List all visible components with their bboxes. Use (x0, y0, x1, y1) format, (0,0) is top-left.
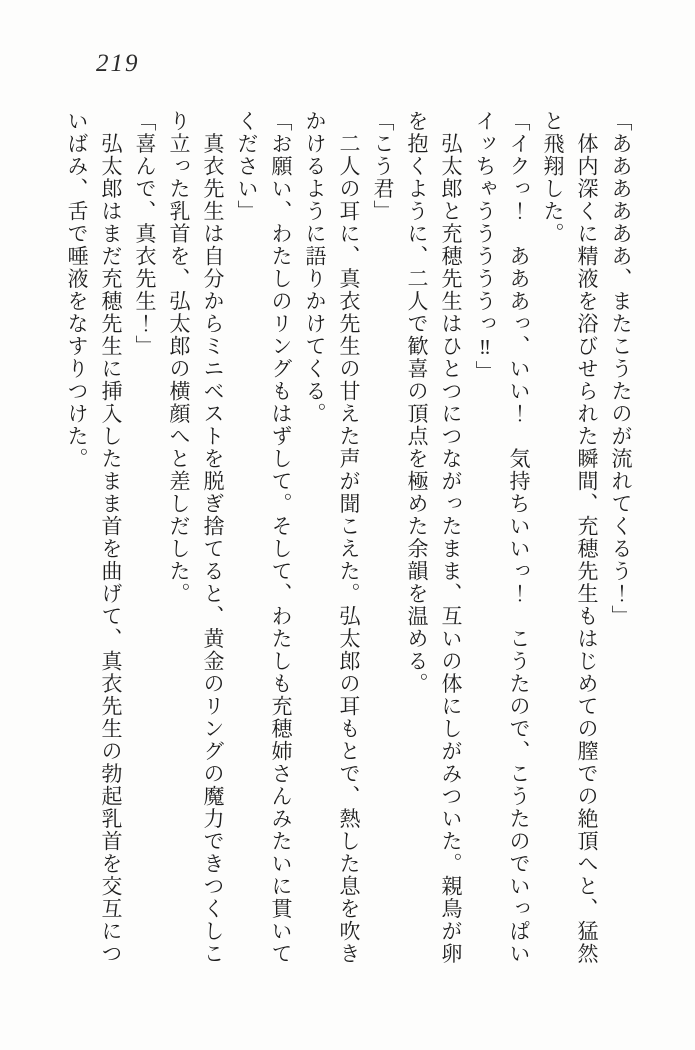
text-line: と飛翔した。 (541, 110, 565, 245)
text-line: 「ああああああ、またこうたのが流れてくるう！」 (609, 110, 633, 628)
text-line: 「イクっ！ あああっ、いい！ 気持ちいいっ！ こうたので、こうたのでいっぱい (507, 110, 531, 965)
text-line: いばみ、舌で唾液をなすりつけた。 (65, 110, 89, 470)
text-line: 体内深くに精液を浴びせられた瞬間、充穂先生もはじめての膣での絶頂へと、猛然 (575, 110, 599, 965)
text-line: イッちゃうううううっ‼」 (473, 110, 497, 383)
text-line: ください」 (235, 110, 259, 223)
text-line: 「お願い、わたしのリングもはずして。そして、わたしも充穂姉さんみたいに貫いて (269, 110, 293, 965)
text-line: 「こう君」 (371, 110, 395, 223)
text-line: 真衣先生は自分からミニベストを脱ぎ捨てると、黄金のリングの魔力できつくしこ (201, 110, 225, 965)
text-line: 二人の耳に、真衣先生の甘えた声が聞こえた。弘太郎の耳もとで、熱した息を吹き (337, 110, 361, 965)
text-line: かけるように語りかけてくる。 (303, 110, 327, 425)
text-line: を抱くように、二人で歓喜の頂点を極めた余韻を温める。 (405, 110, 429, 695)
text-block (60, 110, 638, 976)
text-line: 「喜んで、真衣先生！」 (133, 110, 157, 358)
text-line: 弘太郎はまだ充穂先生に挿入したまま首を曲げて、真衣先生の勃起乳首を交互につ (99, 110, 123, 965)
text-line: り立った乳首を、弘太郎の横顔へと差しだした。 (167, 110, 191, 605)
text-line: 弘太郎と充穂先生はひとつにつながったまま、互いの体にしがみついた。親鳥が卵 (439, 110, 463, 965)
page-number: 219 (96, 50, 140, 77)
